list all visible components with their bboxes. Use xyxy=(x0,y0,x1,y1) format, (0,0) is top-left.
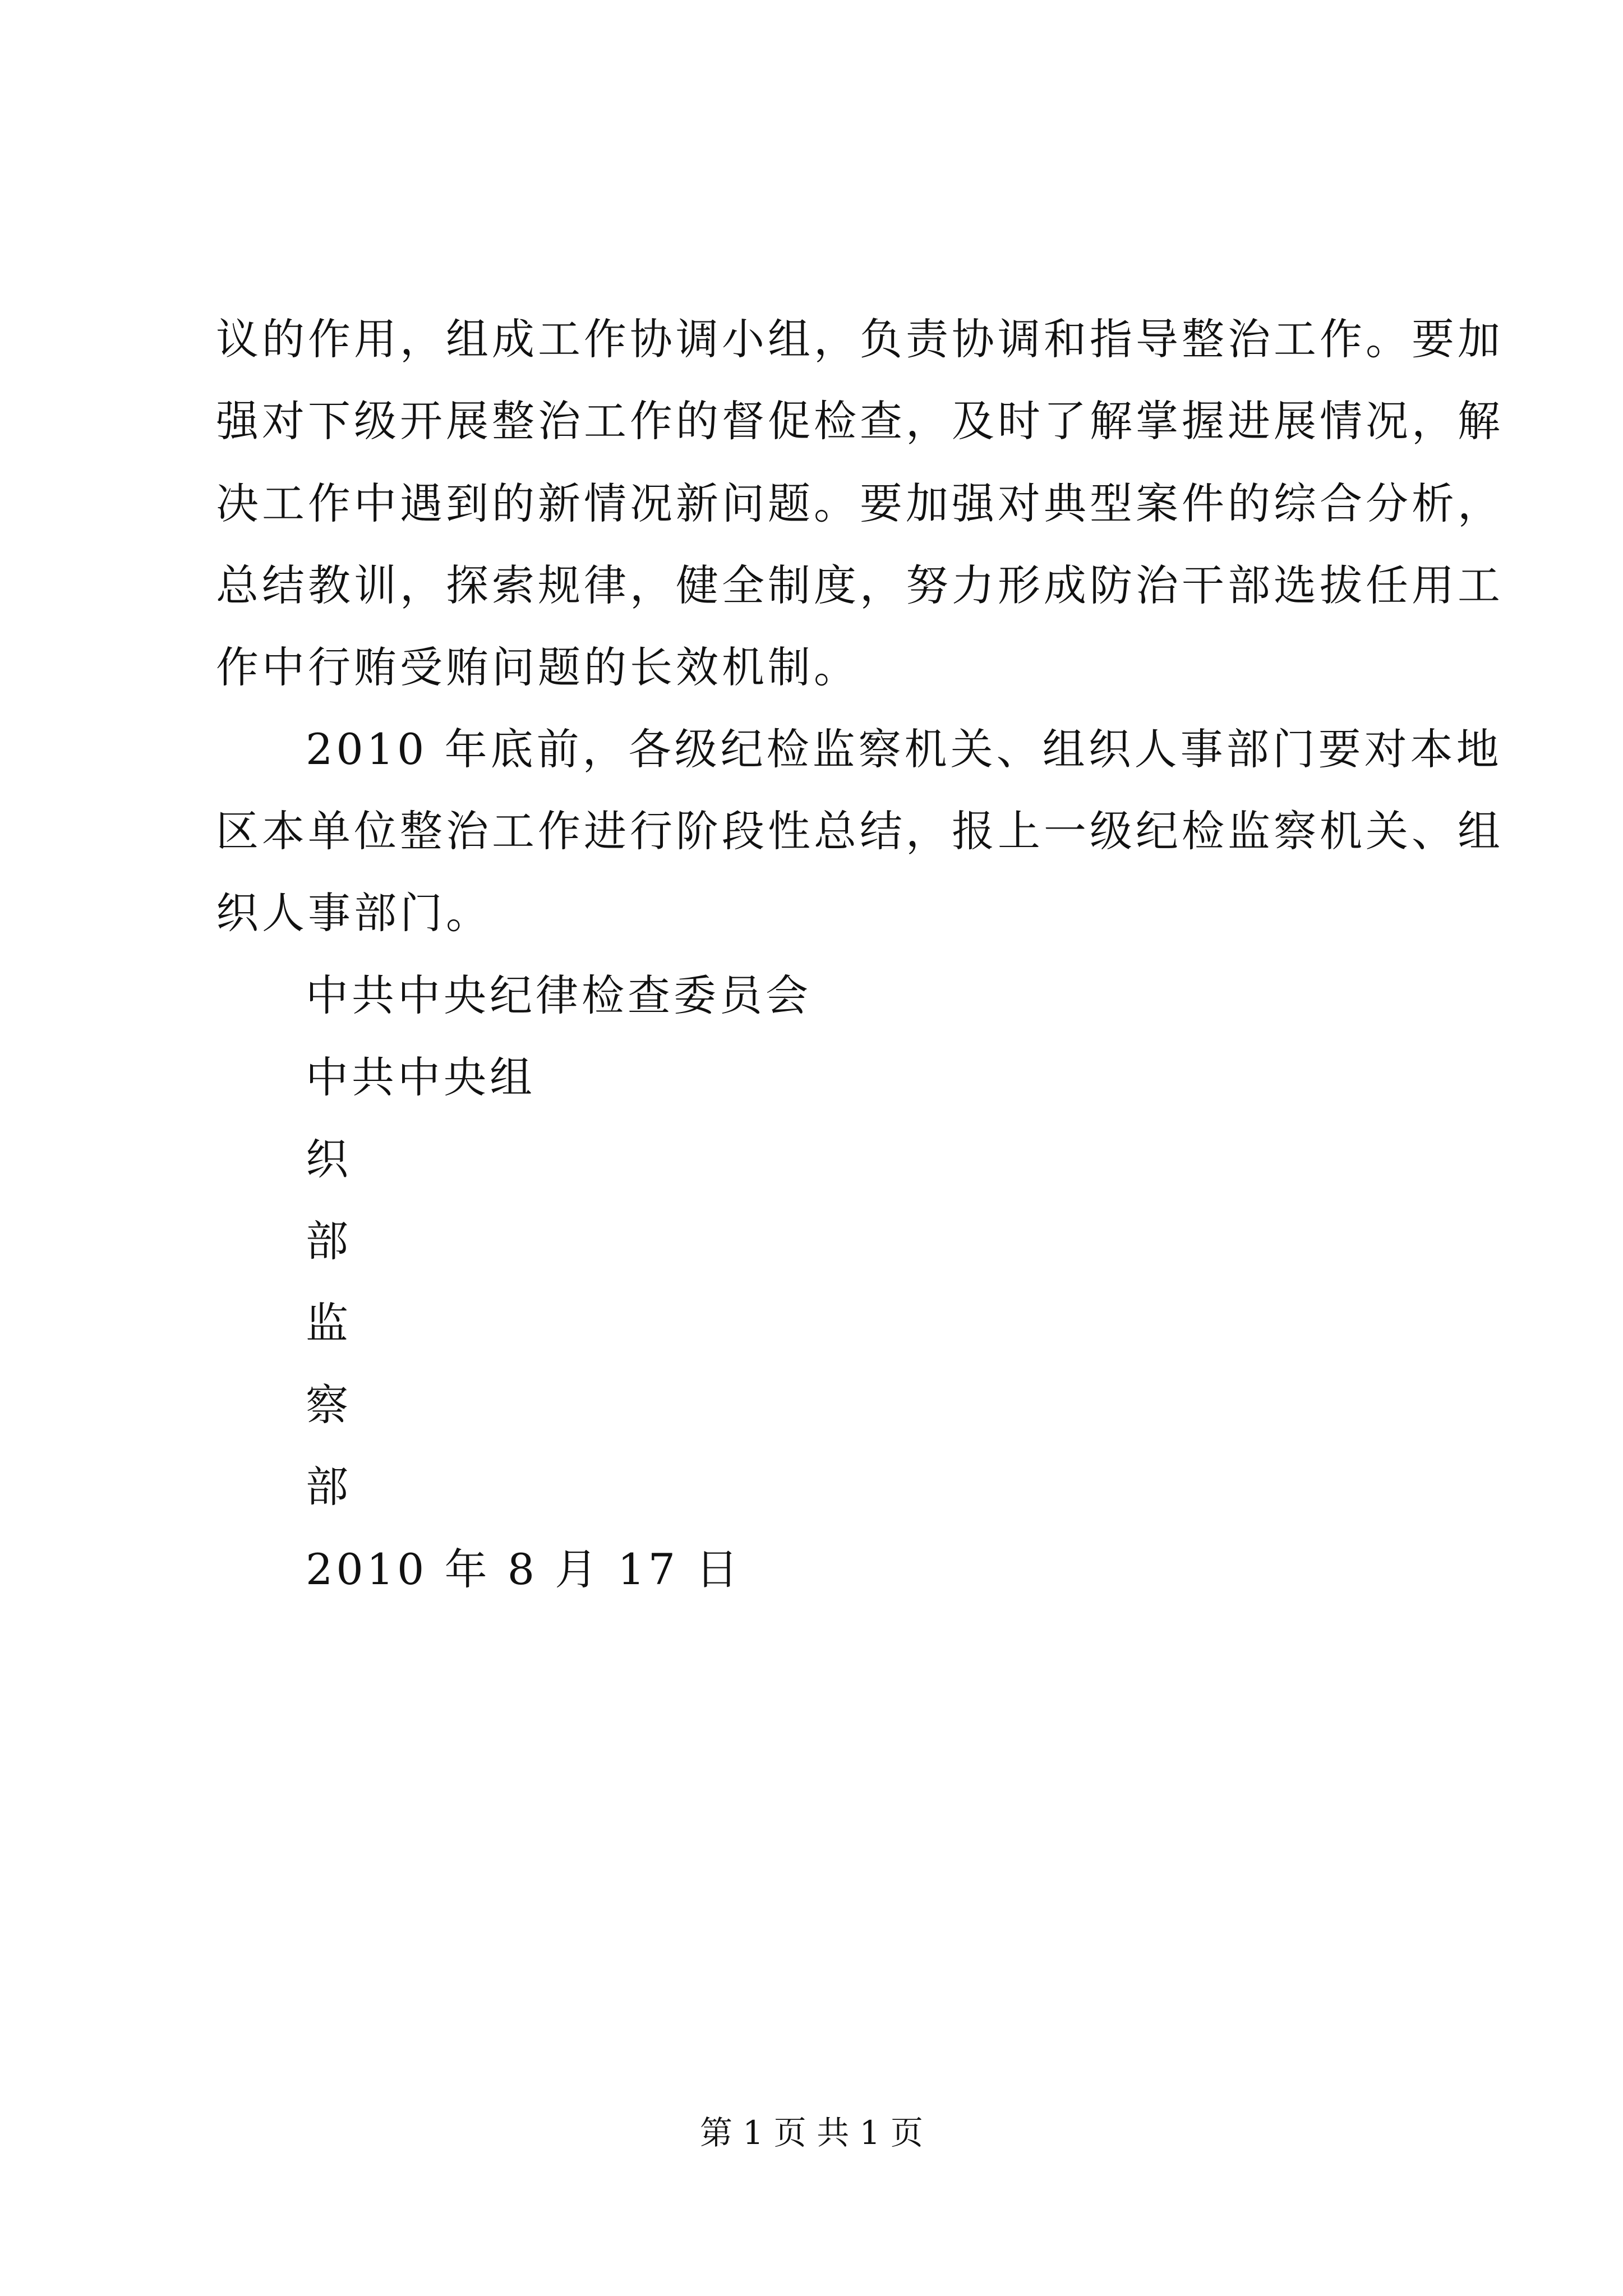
body-line: 总结教训，探索规律，健全制度，努力形成防治干部选拔任用工 xyxy=(216,560,1504,610)
body-line: 强对下级开展整治工作的督促检查，及时了解掌握进展情况，解 xyxy=(216,396,1504,446)
signature-line: 部 xyxy=(306,1462,352,1512)
signature-line: 中共中央组 xyxy=(306,1052,536,1102)
signature-line: 部 xyxy=(306,1216,352,1266)
body-line: 议的作用，组成工作协调小组，负责协调和指导整治工作。要加 xyxy=(216,314,1504,364)
signature-line: 察 xyxy=(306,1380,352,1430)
signature-line: 中共中央纪律检查委员会 xyxy=(306,970,811,1020)
body-line: 织人事部门。 xyxy=(216,888,492,938)
signature-line: 织 xyxy=(306,1134,352,1184)
page-footer: 第 1 页 共 1 页 xyxy=(700,2114,923,2152)
body-line: 2010 年底前，各级纪检监察机关、组织人事部门要对本地 xyxy=(306,724,1502,774)
body-line: 作中行贿受贿问题的长效机制。 xyxy=(216,642,860,692)
body-line: 决工作中遇到的新情况新问题。要加强对典型案件的综合分析， xyxy=(216,478,1504,528)
body-line: 区本单位整治工作进行阶段性总结，报上一级纪检监察机关、组 xyxy=(216,806,1504,856)
date-line: 2010 年 8 月 17 日 xyxy=(306,1544,742,1594)
signature-line: 监 xyxy=(306,1298,352,1348)
